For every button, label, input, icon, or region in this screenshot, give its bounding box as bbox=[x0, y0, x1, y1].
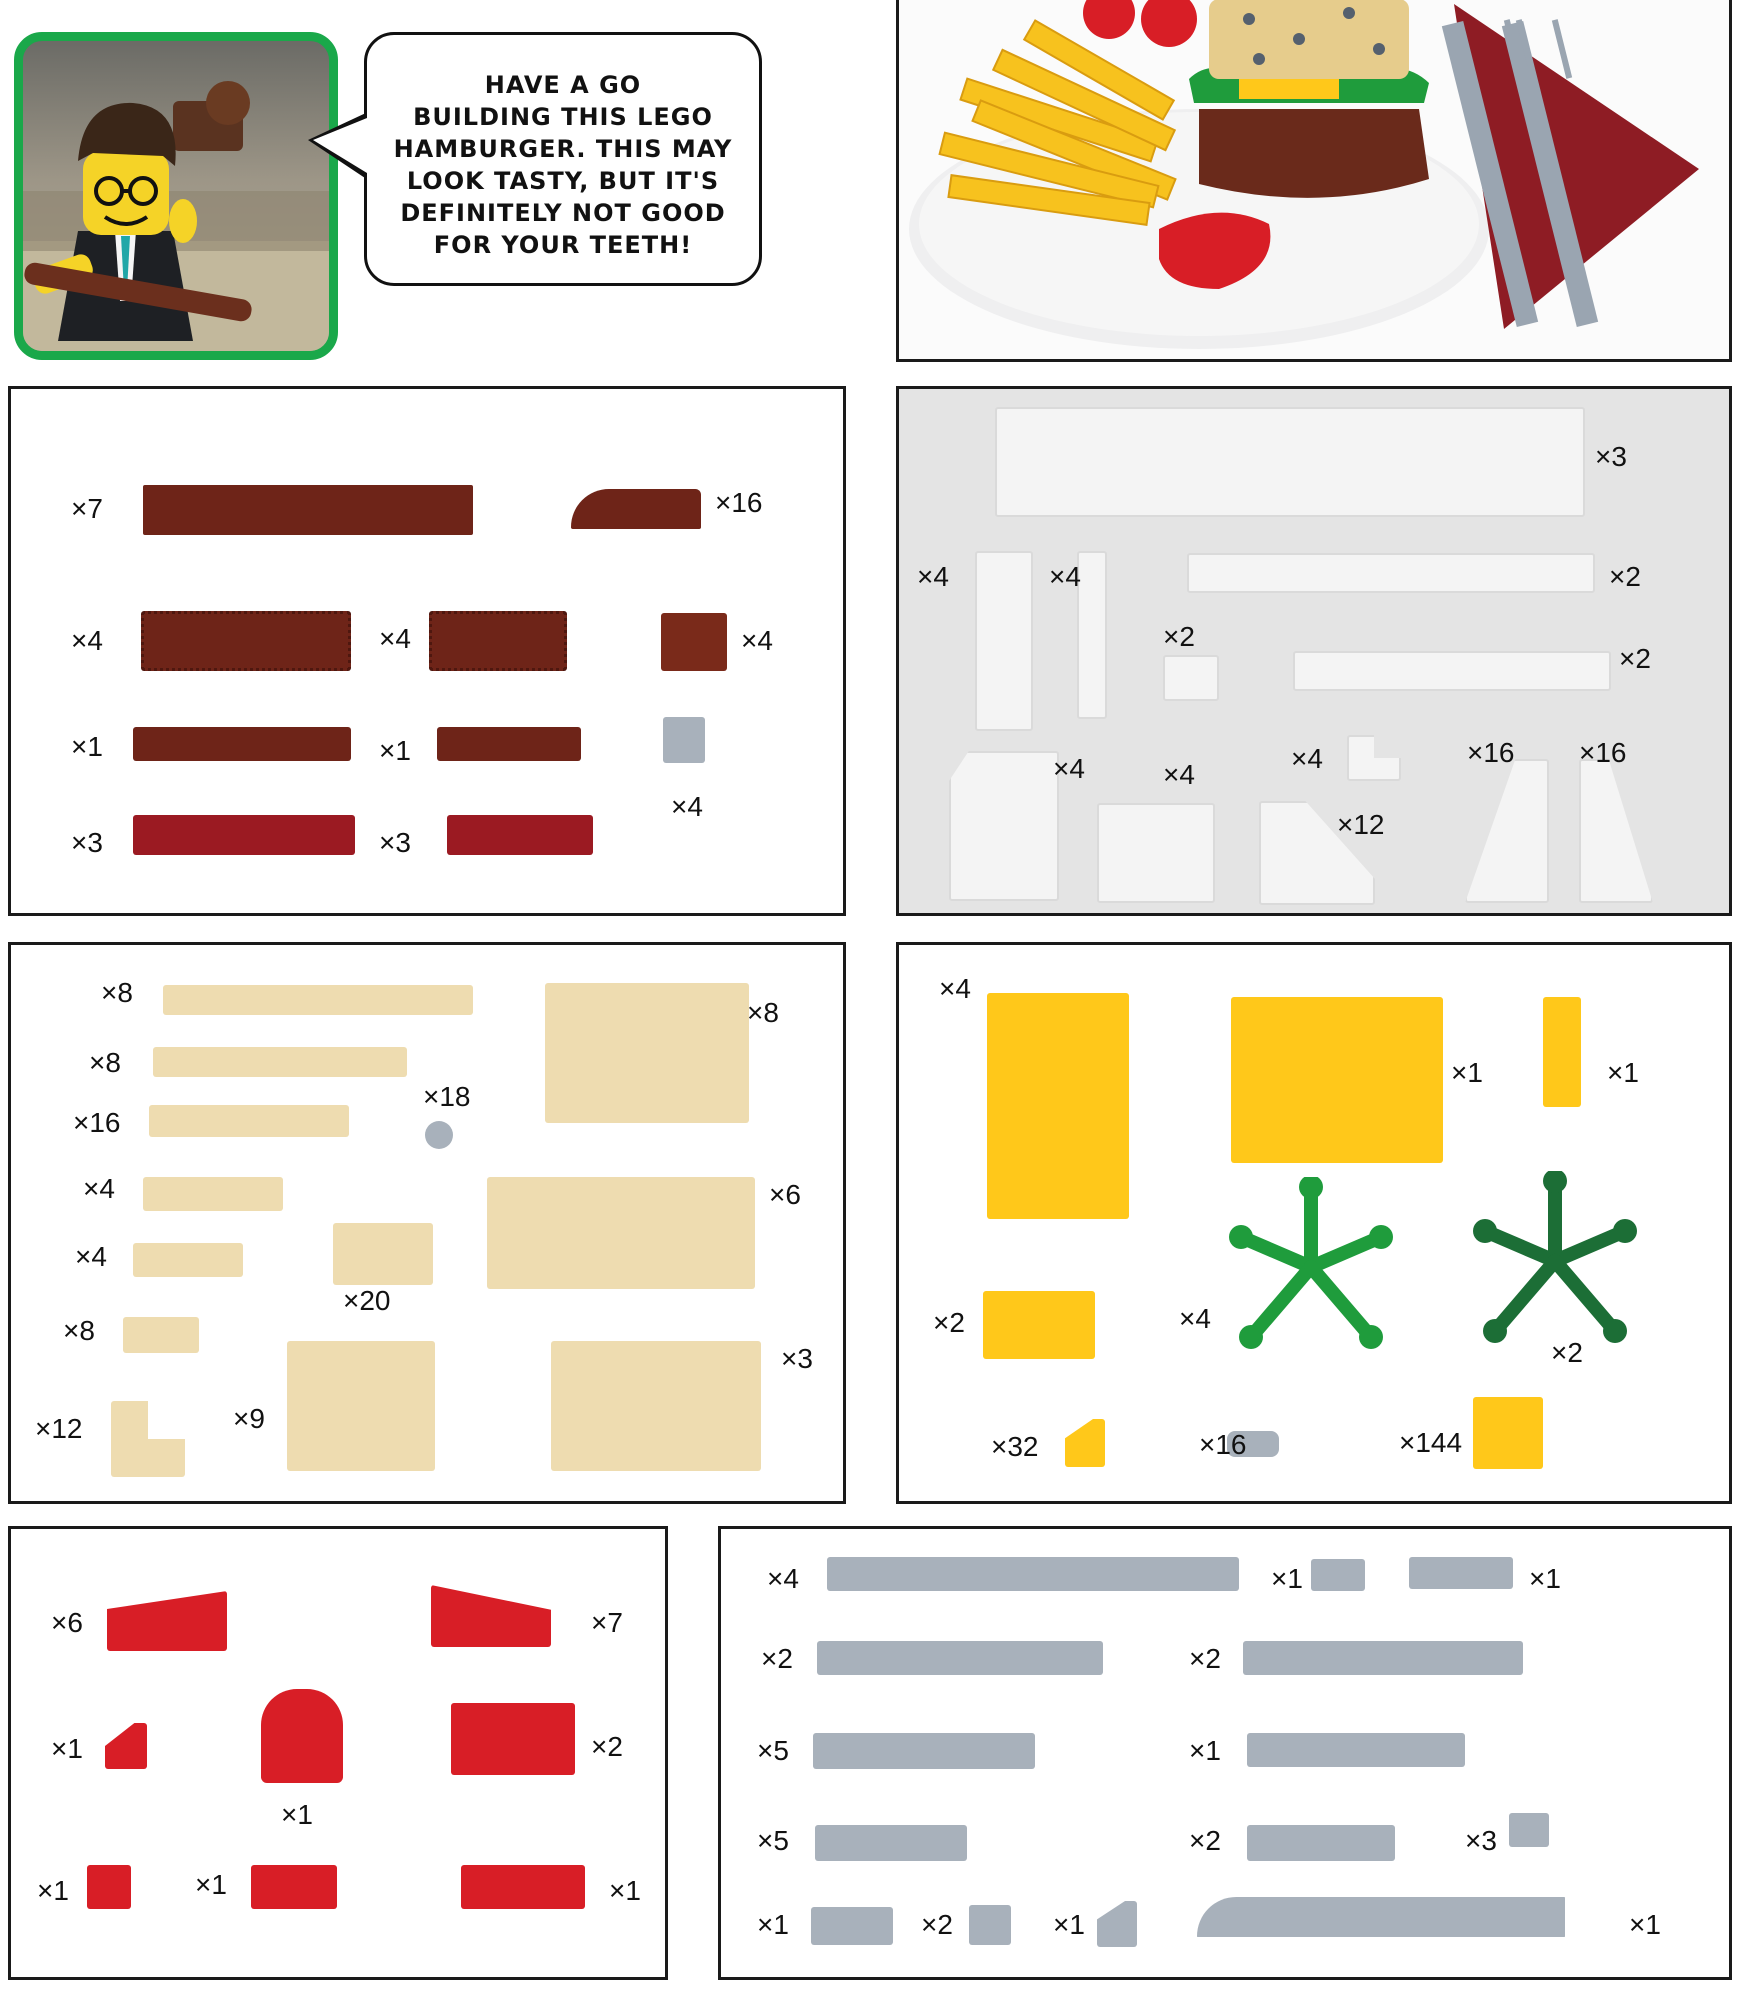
tan-plate-4x6 bbox=[551, 1341, 761, 1471]
quantity-label: ×7 bbox=[591, 1607, 623, 1638]
quantity-label: ×4 bbox=[379, 623, 411, 654]
grey-tile-1x3 bbox=[1409, 1557, 1513, 1589]
quantity-label: ×1 bbox=[1607, 1057, 1639, 1088]
quantity-label: ×8 bbox=[747, 997, 779, 1028]
grey-brick-1x1-with-hole bbox=[663, 717, 705, 763]
tan-plate-6x6 bbox=[545, 983, 749, 1123]
green-plant-leaves-icon bbox=[1221, 1177, 1401, 1357]
red-wedge-plate-right bbox=[431, 1585, 551, 1647]
parts-panel-red bbox=[8, 1526, 668, 1980]
quantity-label: ×1 bbox=[379, 735, 411, 766]
quantity-label: ×4 bbox=[1049, 561, 1081, 592]
quantity-label: ×16 bbox=[1467, 737, 1515, 768]
quantity-label: ×2 bbox=[921, 1909, 953, 1940]
yellow-plate-6x8 bbox=[987, 993, 1129, 1219]
quantity-label: ×1 bbox=[1271, 1563, 1303, 1594]
red-slope-1x1 bbox=[105, 1723, 147, 1769]
quantity-label: ×2 bbox=[1189, 1643, 1221, 1674]
grey-plate-1x4 bbox=[815, 1825, 967, 1861]
white-plate-1x12 bbox=[1187, 553, 1595, 593]
white-wedge-plate-right bbox=[1579, 759, 1653, 903]
grey-plate-1x8 bbox=[817, 1641, 1103, 1675]
quantity-label: ×4 bbox=[917, 561, 949, 592]
grey-round-plate-1x1 bbox=[425, 1121, 453, 1149]
quantity-label: ×1 bbox=[1529, 1563, 1561, 1594]
brown-plate-2x4 bbox=[429, 611, 567, 671]
quantity-label: ×2 bbox=[1609, 561, 1641, 592]
white-plate-4x4 bbox=[1097, 803, 1215, 903]
lego-minifigure-with-camera-icon bbox=[23, 41, 329, 351]
quantity-label: ×16 bbox=[73, 1107, 121, 1138]
hamburger-photo-panel bbox=[896, 0, 1732, 362]
quantity-label: ×3 bbox=[1465, 1825, 1497, 1856]
quantity-label: ×20 bbox=[343, 1285, 391, 1316]
quantity-label: ×4 bbox=[1163, 759, 1195, 790]
quantity-label: ×16 bbox=[1199, 1429, 1247, 1460]
quantity-label: ×2 bbox=[761, 1643, 793, 1674]
grey-plate-1x1 bbox=[969, 1905, 1011, 1945]
quantity-label: ×1 bbox=[195, 1869, 227, 1900]
parts-panel-brown bbox=[8, 386, 846, 916]
quantity-label: ×1 bbox=[609, 1875, 641, 1906]
red-wedge-plate-left bbox=[107, 1591, 227, 1651]
white-wedge-plate-large bbox=[949, 751, 1059, 901]
tan-plate-1x10 bbox=[163, 985, 473, 1015]
quantity-label: ×16 bbox=[1579, 737, 1627, 768]
quantity-label: ×4 bbox=[1179, 1303, 1211, 1334]
quantity-label: ×144 bbox=[1399, 1427, 1463, 1458]
grey-plate-1x2 bbox=[811, 1907, 893, 1945]
white-plate-2x2 bbox=[1163, 655, 1219, 701]
tan-plate-1x2 bbox=[123, 1317, 199, 1353]
red-plate-1x2 bbox=[251, 1865, 337, 1909]
quantity-label: ×8 bbox=[101, 977, 133, 1008]
yellow-brick-1x1 bbox=[1473, 1397, 1543, 1469]
grey-plate-1x6 bbox=[813, 1733, 1035, 1769]
quantity-label: ×1 bbox=[757, 1909, 789, 1940]
red-plate-2x3 bbox=[451, 1703, 575, 1775]
quantity-label: ×2 bbox=[933, 1307, 965, 1338]
quantity-label: ×2 bbox=[1551, 1337, 1583, 1368]
quantity-label: ×2 bbox=[1189, 1825, 1221, 1856]
tan-plate-2x3 bbox=[333, 1223, 433, 1285]
quantity-label: ×4 bbox=[767, 1563, 799, 1594]
parts-panel-tan bbox=[8, 942, 846, 1504]
dark-red-plate-1x4 bbox=[447, 815, 593, 855]
quantity-label: ×1 bbox=[1451, 1057, 1483, 1088]
quantity-label: ×1 bbox=[281, 1799, 313, 1830]
grey-slope-1x1 bbox=[1097, 1901, 1137, 1947]
quantity-label: ×3 bbox=[71, 827, 103, 858]
tan-plate-1x6 bbox=[149, 1105, 349, 1137]
brown-tile-2x2 bbox=[661, 613, 727, 671]
quantity-label: ×4 bbox=[671, 791, 703, 822]
minifigure-avatar bbox=[14, 32, 338, 360]
white-plate-2x8-vertical bbox=[975, 551, 1033, 731]
brown-plate-2x6 bbox=[141, 611, 351, 671]
brown-plate-1x4 bbox=[437, 727, 581, 761]
quantity-label: ×1 bbox=[1629, 1909, 1661, 1940]
quantity-label: ×2 bbox=[591, 1731, 623, 1762]
red-plate-1x3 bbox=[461, 1865, 585, 1909]
quantity-label: ×4 bbox=[1291, 743, 1323, 774]
white-plate-1x8-vertical bbox=[1077, 551, 1107, 719]
yellow-plate-8x8 bbox=[1231, 997, 1443, 1163]
dark-red-plate-1x6 bbox=[133, 815, 355, 855]
grey-tile-1x8 bbox=[1243, 1641, 1523, 1675]
quantity-label: ×4 bbox=[83, 1173, 115, 1204]
tan-plate-4x4 bbox=[287, 1341, 435, 1471]
tan-plate-1x8 bbox=[153, 1047, 407, 1077]
lego-hamburger-meal-icon bbox=[899, 0, 1729, 362]
quantity-label: ×5 bbox=[757, 1825, 789, 1856]
tan-plate-1x3 bbox=[133, 1243, 243, 1277]
quantity-label: ×6 bbox=[51, 1607, 83, 1638]
quantity-label: ×4 bbox=[71, 625, 103, 656]
quantity-label: ×3 bbox=[1595, 441, 1627, 472]
brown-plate-1x6 bbox=[133, 727, 351, 761]
quantity-label: ×3 bbox=[781, 1343, 813, 1374]
brown-tile-1x10 bbox=[143, 485, 473, 535]
tan-corner-plate bbox=[111, 1401, 185, 1477]
white-plate-4x16 bbox=[995, 407, 1585, 517]
quantity-label: ×1 bbox=[51, 1733, 83, 1764]
quantity-label: ×4 bbox=[1053, 753, 1085, 784]
white-corner-plate bbox=[1347, 735, 1401, 781]
speech-bubble bbox=[364, 32, 762, 286]
yellow-plate-2x3 bbox=[983, 1291, 1095, 1359]
quantity-label: ×4 bbox=[939, 973, 971, 1004]
grey-tile-1x2-a bbox=[1311, 1559, 1365, 1591]
quantity-label: ×5 bbox=[757, 1735, 789, 1766]
grey-tile-1x1 bbox=[1509, 1813, 1549, 1847]
quantity-label: ×2 bbox=[1619, 643, 1651, 674]
quantity-label: ×1 bbox=[37, 1875, 69, 1906]
red-plate-1x1 bbox=[87, 1865, 131, 1909]
grey-tile-1x6 bbox=[1247, 1733, 1465, 1767]
quantity-label: ×7 bbox=[71, 493, 103, 524]
speech-bubble-text: HAVE A GO BUILDING THIS LEGO HAMBURGER. THIS MAY LOOK TASTY, BUT IT'S DEFINITELY NOT GOOD FOR YOUR TEETH! bbox=[393, 71, 733, 259]
yellow-cheese-slope bbox=[1065, 1419, 1105, 1467]
quantity-label: ×16 bbox=[715, 487, 763, 518]
parts-panel-white bbox=[896, 386, 1732, 916]
quantity-label: ×1 bbox=[1053, 1909, 1085, 1940]
quantity-label: ×4 bbox=[741, 625, 773, 656]
quantity-label: ×9 bbox=[233, 1403, 265, 1434]
tan-plate-4x8 bbox=[487, 1177, 755, 1289]
quantity-label: ×1 bbox=[1189, 1735, 1221, 1766]
yellow-plate-1x4 bbox=[1543, 997, 1581, 1107]
quantity-label: ×32 bbox=[991, 1431, 1039, 1462]
tan-plate-1x4 bbox=[143, 1177, 283, 1211]
quantity-label: ×3 bbox=[379, 827, 411, 858]
white-plate-1x10 bbox=[1293, 651, 1611, 691]
quantity-label: ×12 bbox=[1337, 809, 1385, 840]
red-curved-brick-2x2 bbox=[261, 1689, 343, 1783]
quantity-label: ×8 bbox=[89, 1047, 121, 1078]
quantity-label: ×8 bbox=[63, 1315, 95, 1346]
quantity-label: ×12 bbox=[35, 1413, 83, 1444]
parts-panel-yellow bbox=[896, 942, 1732, 1504]
grey-plate-1x14 bbox=[827, 1557, 1239, 1591]
quantity-label: ×4 bbox=[75, 1241, 107, 1272]
grey-tile-1x4 bbox=[1247, 1825, 1395, 1861]
grey-knife-assembly bbox=[1197, 1897, 1565, 1937]
white-wedge-plate-left bbox=[1465, 759, 1549, 903]
brown-curved-slope bbox=[571, 489, 701, 529]
parts-panel-grey bbox=[718, 1526, 1732, 1980]
quantity-label: ×18 bbox=[423, 1081, 471, 1112]
quantity-label: ×6 bbox=[769, 1179, 801, 1210]
quantity-label: ×2 bbox=[1163, 621, 1195, 652]
dark-green-plant-leaves-icon bbox=[1465, 1171, 1645, 1351]
quantity-label: ×1 bbox=[71, 731, 103, 762]
